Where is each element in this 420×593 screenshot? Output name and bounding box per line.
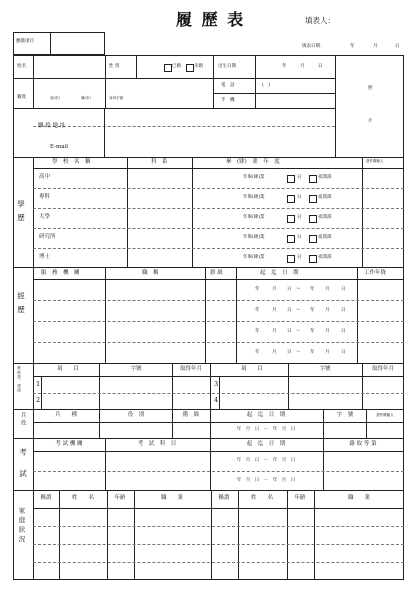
exp-date-part: 月 (272, 329, 277, 334)
edu-header-year: 畢 (肄) 業 年 度 (226, 159, 280, 165)
edu-day-checkbox[interactable] (287, 255, 295, 263)
exp-date-part: 年 (255, 308, 260, 313)
exp-header-seniority: 工作年資 (364, 270, 387, 276)
exp-date-part: 日 (341, 287, 346, 292)
cert-number-3: 3 (214, 380, 219, 388)
address-label: 聯 絡 地 址 (38, 123, 66, 129)
fam-header-job-2: 職 業 (347, 495, 371, 501)
exp-date-part: 年 (310, 287, 315, 292)
edu-row-year: 年畢(肄)業 (243, 235, 265, 240)
cert-header-no-1: 字號 (130, 366, 142, 372)
position-label: 應徵項目 (16, 39, 34, 44)
education-section-label: 學歷 (16, 200, 26, 227)
edu-night-checkbox[interactable] (309, 215, 317, 223)
edu-day-label: 日 (297, 235, 302, 240)
cert-header-no-2: 字號 (319, 366, 331, 372)
cert-header-date-1: 取得年月 (179, 366, 203, 372)
exp-date-part: 年 (310, 350, 315, 355)
cert-number-2: 2 (36, 396, 41, 404)
fam-header-relation-1: 稱謂 (40, 495, 52, 501)
exp-date-part: 年 (255, 329, 260, 334)
edu-night-label: 夜間部 (318, 235, 332, 240)
exam-header-subject: 考 試 科 目 (137, 441, 177, 447)
exp-header-title: 職 稱 (142, 270, 159, 276)
exp-date-part: 月 (325, 329, 330, 334)
edu-day-checkbox[interactable] (287, 215, 295, 223)
exp-date-part: ～ (296, 308, 301, 313)
edu-day-label: 日 (297, 195, 302, 200)
exp-date-part: 日 (341, 329, 346, 334)
exp-header-grade: 薪 級 (210, 270, 223, 276)
edu-night-label: 夜間部 (318, 215, 332, 220)
mil-header-verifier: 證件繳驗人 (376, 413, 394, 417)
fam-header-name-1: 姓 名 (71, 495, 95, 501)
id-label: 身份字號 (109, 96, 123, 100)
province-label: 省(市) (50, 96, 60, 100)
exp-date-part: 年 (310, 329, 315, 334)
certificate-section-label: 教師證、證照 (17, 366, 22, 393)
phone-label: 電 話 (221, 83, 235, 88)
exp-date-part: 年 (255, 350, 260, 355)
edu-night-checkbox[interactable] (309, 175, 317, 183)
cert-number-4: 4 (214, 396, 219, 404)
address-field[interactable] (105, 109, 334, 125)
edu-row-year: 年畢(肄)業 (243, 255, 265, 260)
edu-night-checkbox[interactable] (309, 195, 317, 203)
exam-date-range-1: 年 月 日 － 年 月 日 (236, 458, 296, 463)
fill-day: 日 (395, 44, 400, 49)
edu-night-checkbox[interactable] (309, 255, 317, 263)
edu-header-verifier: 證件繳驗人 (366, 159, 384, 163)
mobile-label: 手 機 (221, 98, 235, 103)
exp-header-org: 服 務 機 關 (41, 270, 80, 276)
photo-area[interactable] (336, 56, 403, 156)
cert-header-item-2: 項 目 (240, 366, 264, 372)
birth-label: 出生日期 (218, 64, 236, 69)
single-label: 未婚 (194, 64, 203, 69)
edu-row-level: 博士 (39, 254, 51, 260)
single-checkbox[interactable] (186, 64, 194, 72)
mil-header-rank: 階 級 (182, 412, 200, 418)
mobile-field[interactable] (256, 94, 334, 107)
mil-header-dates: 起 迄 日 期 (246, 412, 286, 418)
name-field[interactable] (34, 56, 104, 77)
mil-header-branch: 兵 種 (54, 412, 78, 418)
name-label: 姓名 (17, 64, 26, 69)
filler-label: 填表人： (305, 16, 335, 25)
mil-header-service: 役 別 (127, 412, 145, 418)
fill-date-label: 填表日期： (302, 44, 325, 49)
mil-header-no: 字 號 (336, 412, 354, 418)
exp-date-part: 日 (341, 308, 346, 313)
exp-date-part: ～ (296, 350, 301, 355)
exp-date-part: 日 (287, 350, 292, 355)
exp-date-part: 月 (272, 308, 277, 313)
edu-day-label: 日 (297, 175, 302, 180)
cert-header-item-1: 項 目 (56, 366, 80, 372)
gender-label: 性 別 (109, 64, 120, 69)
edu-row-year: 年畢(肄)業 (243, 195, 265, 200)
fam-header-name-2: 姓 名 (250, 495, 274, 501)
edu-row-level: 研究所 (39, 234, 56, 240)
exp-date-part: 日 (341, 350, 346, 355)
cert-number-1: 1 (36, 380, 41, 388)
fam-header-relation-2: 稱謂 (218, 495, 230, 501)
edu-row-year: 年畢(肄)業 (243, 175, 265, 180)
fill-month: 月 (373, 44, 378, 49)
experience-section-label: 經歷 (16, 292, 26, 319)
phone-value[interactable]: ( ) (262, 83, 271, 88)
exp-header-dates: 起 迄 日 期 (260, 270, 299, 276)
edu-header-school: 學 校 名 稱 (52, 159, 91, 165)
birth-day: 日 (318, 64, 323, 69)
exam-header-org: 考 試 機 關 (55, 441, 83, 447)
edu-day-checkbox[interactable] (287, 175, 295, 183)
exp-date-part: 月 (325, 308, 330, 313)
photo-mark-2: 片 (368, 119, 373, 124)
edu-night-label: 夜間部 (318, 175, 332, 180)
married-label: 已婚 (172, 64, 181, 69)
exam-header-dates: 起 迄 日 期 (246, 441, 286, 447)
military-section-label: 兵役 (19, 412, 26, 427)
exp-date-part: 日 (287, 329, 292, 334)
email-label: E-mail (50, 144, 68, 150)
edu-row-year: 年畢(肄)業 (243, 215, 265, 220)
edu-night-checkbox[interactable] (309, 235, 317, 243)
edu-header-dept: 科 系 (151, 159, 168, 165)
family-section-label: 家庭狀況 (17, 507, 26, 545)
cert-header-date-2: 取得年月 (371, 366, 395, 372)
exp-date-part: ～ (296, 329, 301, 334)
email-field[interactable] (105, 128, 334, 156)
edu-night-label: 夜間部 (318, 195, 332, 200)
exam-section-label: 考試 (18, 448, 28, 491)
native-label: 籍貫 (17, 95, 26, 100)
edu-row-level: 大學 (39, 214, 51, 220)
birth-month: 月 (300, 64, 305, 69)
fam-header-age-2: 年齡 (294, 495, 306, 501)
exp-date-part: 日 (287, 287, 292, 292)
exp-date-part: 月 (325, 287, 330, 292)
married-checkbox[interactable] (164, 64, 172, 72)
photo-mark-1: 照 (368, 86, 373, 91)
edu-day-checkbox[interactable] (287, 235, 295, 243)
exp-date-part: 月 (272, 350, 277, 355)
edu-night-label: 夜間部 (318, 255, 332, 260)
mil-date-range: 年 月 日 － 年 月 日 (236, 427, 296, 432)
birth-year: 年 (282, 64, 287, 69)
exp-date-part: 年 (255, 287, 260, 292)
exam-header-grade: 錄 取 等 第 (349, 441, 377, 447)
page-title: 履 歷 表 (176, 10, 246, 29)
exp-date-part: 日 (287, 308, 292, 313)
fam-header-job-1: 職 業 (160, 495, 184, 501)
exp-date-part: 月 (272, 287, 277, 292)
exp-date-part: ～ (296, 287, 301, 292)
exp-date-part: 年 (310, 308, 315, 313)
exp-date-part: 月 (325, 350, 330, 355)
exam-date-range-2: 年 月 日 － 年 月 日 (236, 478, 296, 483)
fam-header-age-1: 年齡 (114, 495, 126, 501)
edu-day-checkbox[interactable] (287, 195, 295, 203)
county-label: 縣(市) (81, 96, 91, 100)
edu-row-level: 高中 (39, 174, 51, 180)
edu-day-label: 日 (297, 215, 302, 220)
edu-row-level: 專科 (39, 194, 51, 200)
fill-year: 年 (350, 44, 355, 49)
edu-day-label: 日 (297, 255, 302, 260)
